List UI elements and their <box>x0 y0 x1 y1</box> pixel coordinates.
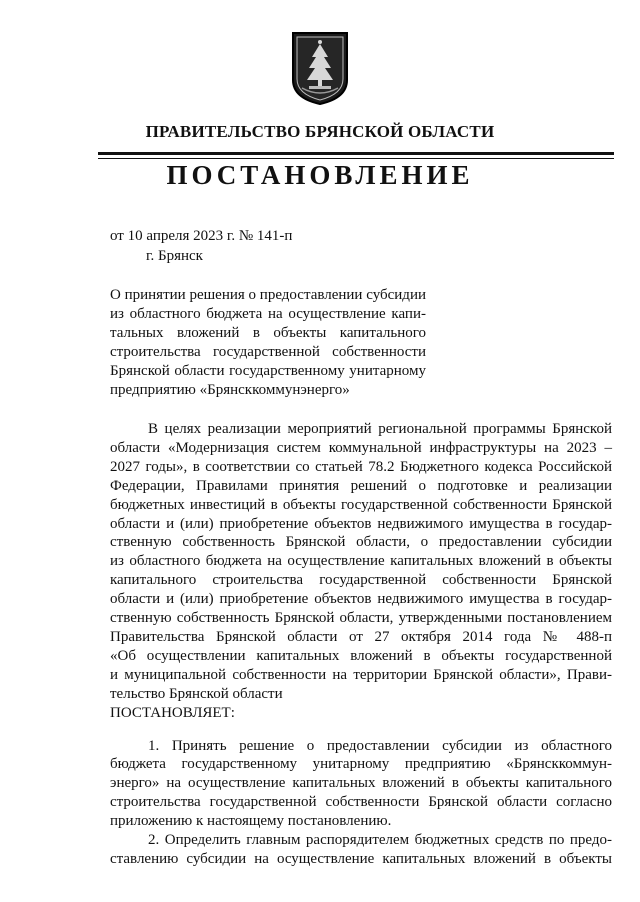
item-1-line: бюджета государственному унитарному предприятию «Брянсккоммун- <box>110 756 612 773</box>
government-title: ПРАВИТЕЛЬСТВО БРЯНСКОЙ ОБЛАСТИ <box>145 122 495 141</box>
item-2-paragraph <box>110 831 612 869</box>
document-date-number: от 10 апреля 2023 г. № 141-п <box>110 228 293 244</box>
document-subject <box>110 286 426 400</box>
preamble-line: В целях реализации мероприятий региональной программы Брянской <box>148 421 612 437</box>
preamble-line: ственную собственность Брянской области, о предоставлении субсидии <box>110 534 612 551</box>
item-1-paragraph <box>110 737 612 832</box>
header-divider-thick <box>98 152 614 155</box>
subject-line: строительства государственной собственности <box>110 344 426 360</box>
item-1-line: энерго» на осуществление капитальных вложений в объекты капитального <box>110 775 612 792</box>
preamble-line: тельство Брянской области <box>110 685 283 702</box>
resolves-heading: ПОСТАНОВЛЯЕТ: <box>110 704 235 721</box>
subject-line: Брянской области государственному унитарному <box>110 363 426 379</box>
document-city: г. Брянск <box>146 248 203 264</box>
header-divider-thin <box>98 158 614 159</box>
preamble-line: капитального строительства государственной собственности Брянской <box>110 572 612 589</box>
item-2-line: 2. Определить главным распорядителем бюджетных средств по предо- <box>148 832 612 849</box>
document-type-heading: ПОСТАНОВЛЕНИЕ <box>166 160 474 190</box>
item-1-line: приложению к настоящему постановлению. <box>110 813 392 830</box>
preamble-paragraph <box>110 420 612 704</box>
document-body <box>110 420 612 869</box>
preamble-line: бюджетных инвестиций в объекты государственной собственности Брянской <box>110 496 612 513</box>
bryansk-coat-of-arms-icon <box>290 30 350 106</box>
preamble-line: «Об осуществлении капитальных вложений в объекты государственной <box>110 647 612 664</box>
subject-line: О принятии решения о предоставлении субсидии <box>110 287 426 303</box>
preamble-line: области «Модернизация систем коммунальной инфраструктуры на 2023 – <box>110 439 612 456</box>
preamble-line: 2027 годы», в соответствии со статьей 78.2 Бюджетного кодекса Российской <box>110 458 612 475</box>
item-2-line: ставлению субсидии на осуществление капитальных вложений в объекты <box>110 850 612 867</box>
preamble-line: области и (или) приобретение объектов недвижимого имущества в государ- <box>110 515 612 532</box>
subject-line: из областного бюджета на осуществление капи- <box>110 306 426 322</box>
preamble-line: области и (или) приобретение объектов недвижимого имущества в государ- <box>110 591 612 608</box>
item-1-line: 1. Принять решение о предоставлении субсидии из областного <box>148 737 612 754</box>
subject-line: предприятию «Брянсккоммунэнерго» <box>110 382 350 398</box>
item-1-line: строительства государственной собственности Брянской области согласно <box>110 794 612 811</box>
preamble-line: Федерации, Правилами принятия решений о подготовке и реализации <box>110 477 612 494</box>
subject-line: тальных вложений в объекты капитального <box>110 325 426 341</box>
preamble-line: ственную собственность Брянской области, утвержденными постановлением <box>110 610 612 627</box>
preamble-line: и муниципальной собственности на территории Брянской области», Прави- <box>110 666 612 683</box>
preamble-line: Правительства Брянской области от 27 октября 2014 года № 488-п <box>110 628 612 645</box>
preamble-line: из областного бюджета на осуществление капитальных вложений в объекты <box>110 553 612 570</box>
